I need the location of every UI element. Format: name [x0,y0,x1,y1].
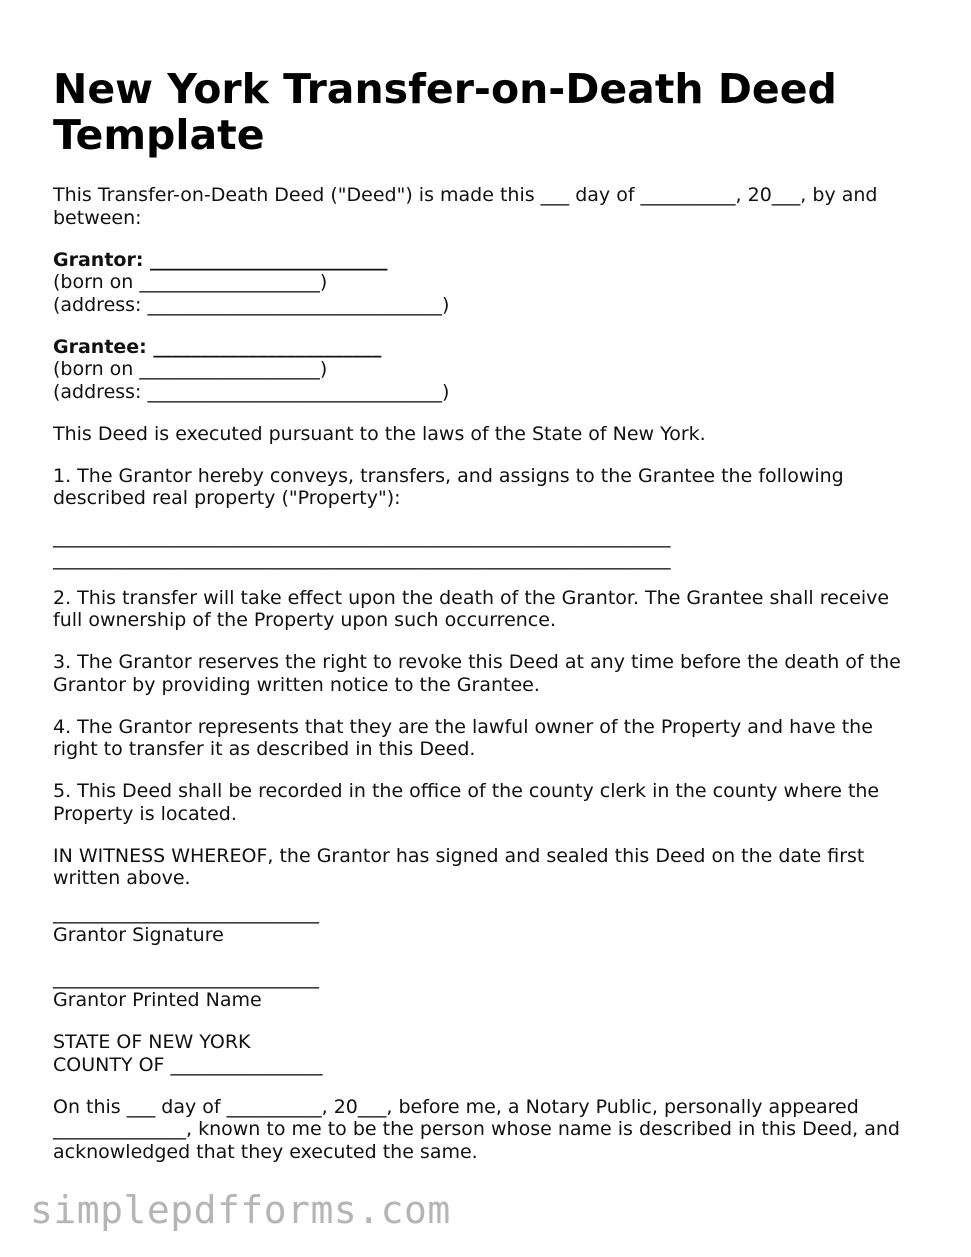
clause-3: 3. The Grantor reserves the right to revoke this Deed at any time before the death of the Grantor by providing written notice to the Grantee. [53,651,901,696]
grantee-block [53,336,923,404]
grantor-signature-block [53,902,923,947]
printed-name-label: Grantor Printed Name [53,989,262,1011]
grantee-address: (address: _______________________________) [53,380,450,403]
signature-line: ____________________________ [53,901,319,924]
document-title: New York Transfer-on-Death Deed Template [53,65,837,159]
printed-name-line: ____________________________ [53,966,319,989]
intro-paragraph: This Transfer-on-Death Deed ("Deed") is made this ___ day of __________, 20___, by and between: [53,184,878,229]
signature-label: Grantor Signature [53,924,224,946]
grantor-address: (address: _______________________________) [53,293,450,316]
notary-acknowledgment: On this ___ day of __________, 20___, before me, a Notary Public, personally appeared ______________, known to me to be the person whose name is described in this Deed, and acknowledged that they executed the same. [53,1095,900,1163]
property-line-1: _________________________________________________________________ [53,525,671,548]
grantor-block [53,249,923,317]
county-label: COUNTY OF ________________ [53,1053,323,1076]
clause-5: 5. This Deed shall be recorded in the office of the county clerk in the county where the Property is located. [53,780,880,825]
clause-4: 4. The Grantor represents that they are the lawful owner of the Property and have the right to transfer it as described in this Deed. [53,715,873,760]
document-page [53,66,923,1183]
property-line-2: _________________________________________________________________ [53,548,671,570]
grantor-label: Grantor: _________________________ [53,248,388,271]
grantee-label: Grantee: ________________________ [53,335,382,358]
property-description-lines [53,526,923,571]
grantor-printed-name-block [53,967,923,1012]
venue-block [53,1031,923,1076]
witness-statement: IN WITNESS WHEREOF, the Grantor has signed and sealed this Deed on the date first written above. [53,844,865,889]
clause-1: 1. The Grantor hereby conveys, transfers, and assigns to the Grantee the following described real property ("Property"): [53,464,844,509]
executed-statement: This Deed is executed pursuant to the laws of the State of New York. [53,422,706,445]
grantee-born: (born on ___________________) [53,358,328,380]
watermark: simplepdfforms.com [30,1188,451,1232]
state-label: STATE OF NEW YORK [53,1031,251,1053]
clause-2: 2. This transfer will take effect upon the death of the Grantor. The Grantee shall receive full ownership of the Property upon such occurrence. [53,586,890,631]
grantor-born: (born on ___________________) [53,271,328,293]
